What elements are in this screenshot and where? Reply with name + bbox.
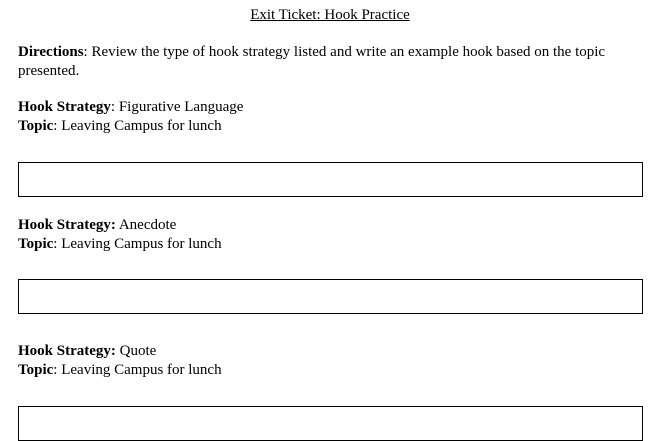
topic-line [18,235,648,254]
hook-item-3 [18,342,648,380]
topic-label: Topic [18,362,54,378]
answer-box-1[interactable] [18,162,643,197]
topic-value: : Leaving Campus for lunch [53,362,222,378]
hook-strategy-label: Hook Strategy: [18,343,116,359]
topic-value: : Leaving Campus for lunch [53,118,222,134]
directions-label: Directions [18,44,84,60]
hook-strategy-value: Figurative Language [118,99,244,115]
hook-strategy-label: Hook Strategy: [18,217,116,233]
hook-strategy-value: Anecdote [118,217,177,233]
hook-item-2 [18,216,648,254]
hook-strategy-line [18,342,648,361]
topic-value: : Leaving Campus for lunch [53,236,222,252]
directions-text: : Review the type of hook strategy listed and write an example hook based on the topic presented. [18,44,606,79]
topic-label: Topic [18,236,54,252]
topic-label: Topic [18,118,54,134]
topic-line [18,117,648,136]
hook-strategy-separator: : [110,99,119,115]
answer-box-2[interactable] [18,279,643,314]
hook-strategy-line [18,98,648,117]
answer-box-3[interactable] [18,406,643,441]
page-title: Exit Ticket: Hook Practice [250,7,410,23]
hook-strategy-label: Hook Strategy [18,99,111,115]
hook-strategy-line [18,216,648,235]
directions-paragraph [18,43,648,81]
hook-strategy-value: Quote [119,343,157,359]
hook-item-1 [18,98,648,136]
topic-line [18,361,648,380]
